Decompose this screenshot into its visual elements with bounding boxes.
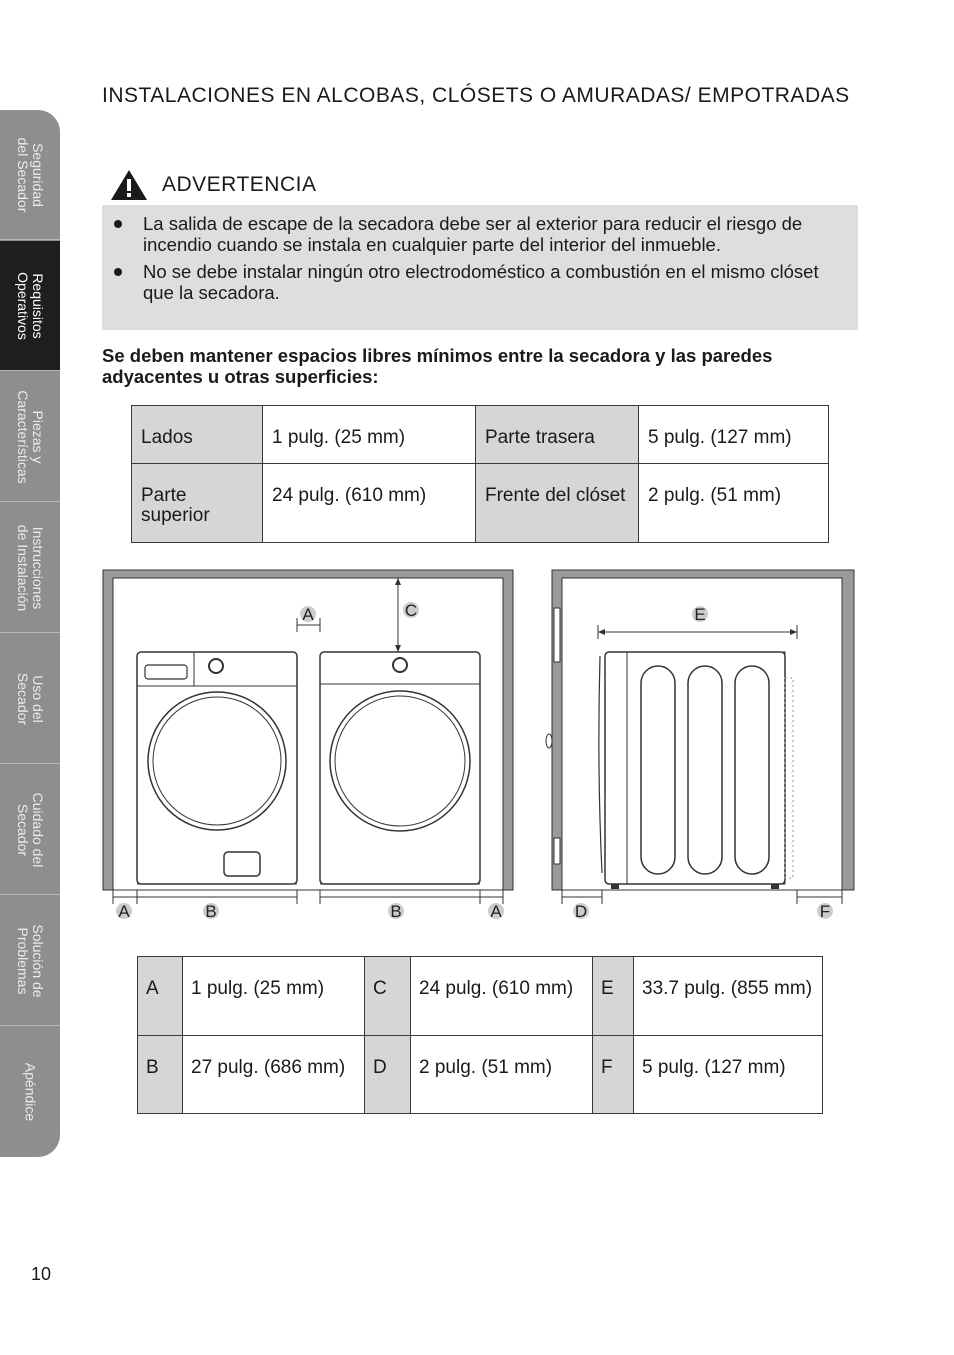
table-cell: C [373, 978, 387, 999]
table-cell: 5 pulg. (127 mm) [642, 1057, 786, 1078]
dimension-label-c: C [404, 601, 418, 620]
table-cell: Frente del clóset [485, 485, 626, 506]
dimension-label-a: A [302, 605, 314, 624]
dryer-illustration [320, 652, 480, 884]
table-cell: Parte superior [141, 485, 210, 526]
table-cell: 33.7 pulg. (855 mm) [642, 978, 813, 999]
table-cell: B [146, 1057, 159, 1078]
page-title: INSTALACIONES EN ALCOBAS, CLÓSETS O AMURADAS/ EMPOTRADAS [102, 84, 850, 107]
warning-triangle-icon [110, 169, 148, 201]
table-cell: E [601, 978, 614, 999]
table-cell: 1 pulg. (25 mm) [272, 427, 406, 448]
warning-box [102, 205, 858, 330]
warning-heading [110, 168, 316, 202]
table-cell: 1 pulg. (25 mm) [191, 978, 325, 999]
table-cell: 5 pulg. (127 mm) [648, 427, 792, 448]
side-tab-cuidado[interactable]: Cuidado del Secador [0, 765, 60, 895]
side-view-diagram [545, 568, 860, 928]
warning-item: La salida de escape de la secadora debe ser al exterior para reducir el riesgo de incendio cuando se instala en cualquier parte del interior del inmueble. [112, 213, 844, 255]
dimension-label-a: A [118, 902, 130, 921]
side-tabs [0, 110, 60, 1157]
dimension-label-b: B [205, 902, 217, 921]
dimension-table [137, 956, 823, 1114]
dryer-side-illustration [599, 652, 793, 889]
table-cell: 24 pulg. (610 mm) [272, 485, 427, 506]
table-cell: Parte trasera [485, 427, 595, 448]
table-cell: F [601, 1057, 613, 1078]
table-cell: 2 pulg. (51 mm) [419, 1057, 553, 1078]
warning-list [112, 213, 844, 303]
table-row [138, 1036, 823, 1114]
dimension-label-b: B [390, 902, 402, 921]
dimension-label-d: D [574, 902, 588, 921]
table-row [138, 957, 823, 1036]
warning-label: ADVERTENCIA [162, 173, 317, 196]
page-number: 10 [31, 1264, 52, 1284]
table-cell: 2 pulg. (51 mm) [648, 485, 782, 506]
side-tab-requisitos[interactable]: Requisitos Operativos [0, 241, 60, 371]
side-tab-uso[interactable]: Uso del Secador [0, 634, 60, 764]
side-tab-instrucciones[interactable]: Instrucciones de Instalación [0, 503, 60, 633]
clearance-intro: Se deben mantener espacios libres mínimos entre la secadora y las paredes adyacentes u otras superficies: [102, 345, 773, 387]
table-cell: Lados [141, 427, 193, 448]
table-cell: A [146, 978, 159, 999]
table-cell: 27 pulg. (686 mm) [191, 1057, 346, 1078]
dimension-label-e: E [694, 605, 706, 624]
table-cell: 24 pulg. (610 mm) [419, 978, 574, 999]
side-tab-seguridad[interactable]: Seguridad del Secador [0, 110, 60, 240]
clearance-table [131, 405, 829, 543]
side-tab-solucion[interactable]: Solución de Problemas [0, 896, 60, 1026]
table-row [132, 464, 829, 543]
table-cell: D [373, 1057, 387, 1078]
dimension-label-a: A [490, 902, 502, 921]
warning-item: No se debe instalar ningún otro electrodoméstico a combustión en el mismo clóset que la secadora. [112, 261, 844, 303]
dimension-label-f: F [819, 902, 831, 921]
washer-illustration [137, 652, 297, 884]
table-row [132, 406, 829, 464]
side-tab-apendice[interactable]: Apéndice [22, 1062, 39, 1122]
front-view-diagram [100, 568, 520, 928]
side-tab-piezas[interactable]: Piezas y Características [0, 372, 60, 502]
